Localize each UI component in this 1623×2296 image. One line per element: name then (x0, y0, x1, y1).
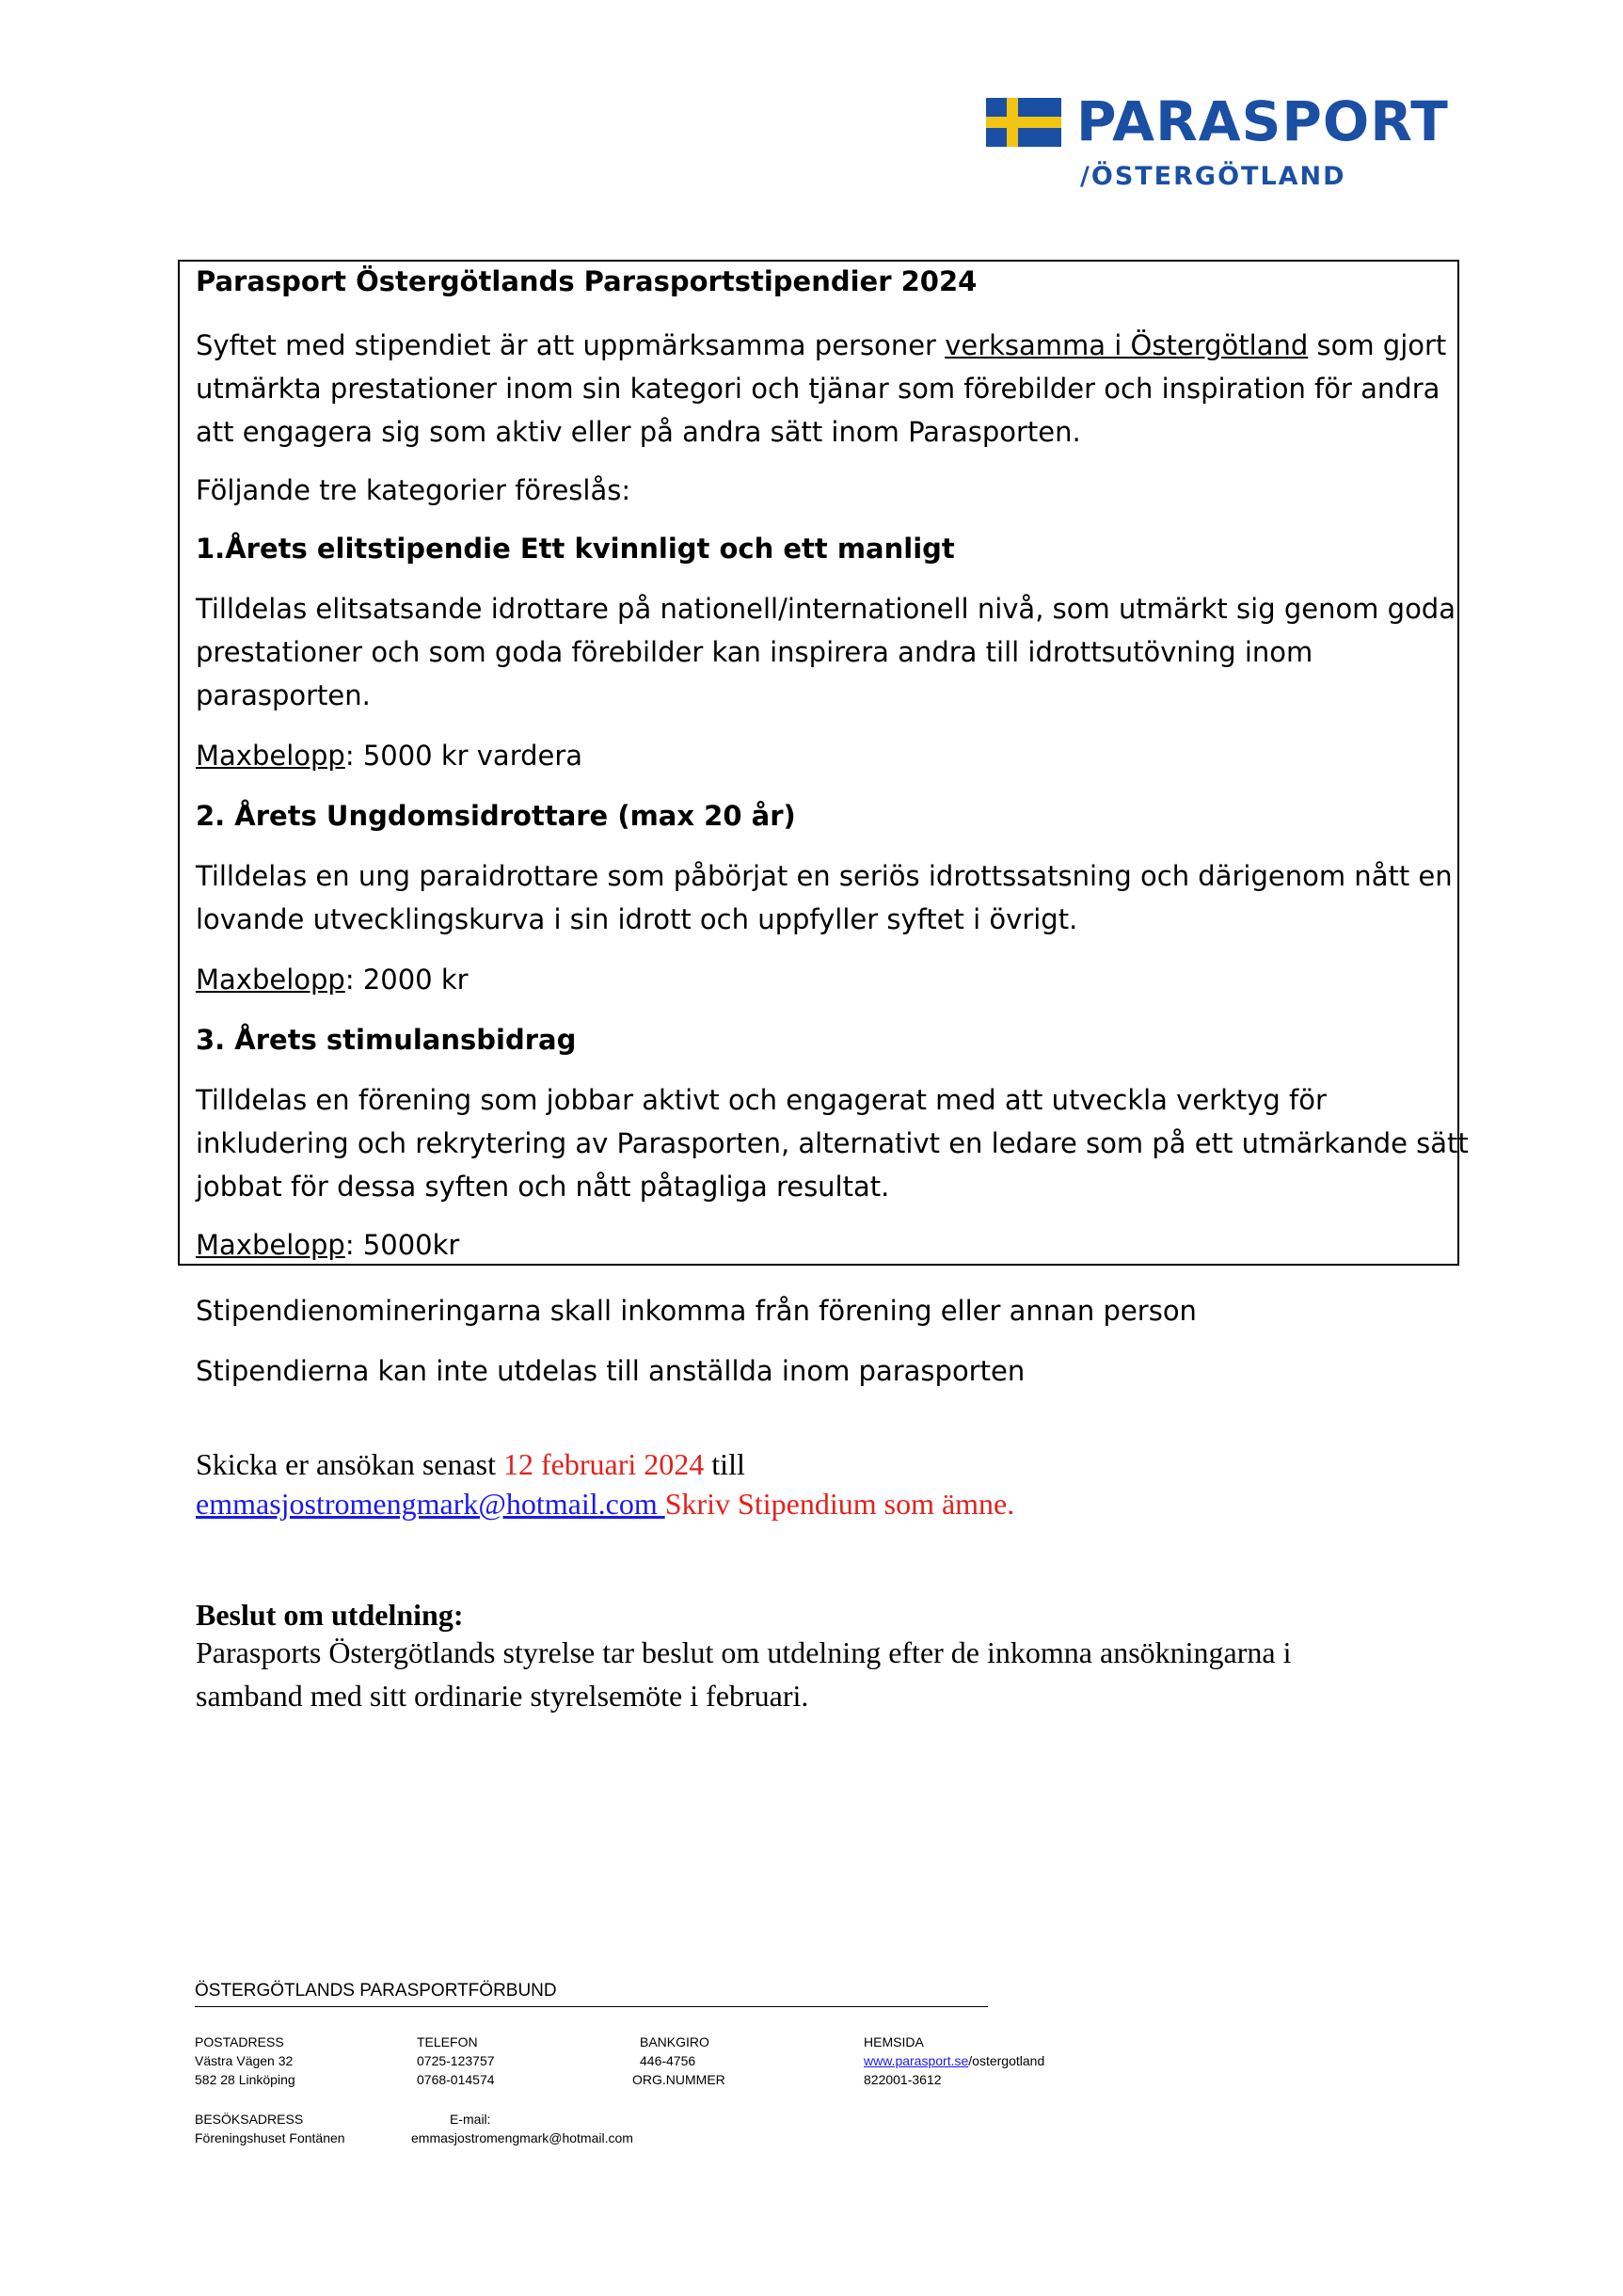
footer-orgnummer-value: 822001-3612 (864, 2072, 942, 2087)
footer-besok-value: Föreningshuset Fontänen (195, 2130, 345, 2145)
box-title: Parasport Östergötlands Parasportstipendier 2024 (196, 265, 978, 297)
cat2-line-1: Tilldelas en ung paraidrottare som påbörjat en seriös idrottssatsning och därigenom nått en (196, 860, 1453, 892)
footer-telefon-label: TELEFON (417, 2034, 478, 2049)
cat1-line-1: Tilldelas elitsatsande idrottare på nationell/internationell nivå, som utmärkt sig genom goda (196, 593, 1456, 625)
logo-subtitle-text: /ÖSTERGÖTLAND (1080, 162, 1346, 191)
decision-line-2: samband med sitt ordinarie styrelsemöte i februari. (196, 1679, 809, 1713)
footer-postadress-label: POSTADRESS (195, 2034, 284, 2049)
footer-postadress-line-1: Västra Vägen 32 (195, 2053, 294, 2068)
footer-email-value: emmasjostromengmark@hotmail.com (411, 2130, 633, 2145)
footer-bankgiro-label: BANKGIRO (640, 2034, 709, 2049)
cat3-line-1: Tilldelas en förening som jobbar aktivt och engagerat med att utveckla verktyg för (196, 1084, 1327, 1116)
footer-email-label: E-mail: (450, 2112, 491, 2127)
footer-postadress-line-2: 582 28 Linköping (195, 2072, 295, 2087)
footer-hemsida-line: www.parasport.se/ostergotland (864, 2053, 1045, 2068)
parasport-logo (986, 89, 1449, 198)
footer-orgnummer-label: ORG.NUMMER (632, 2072, 725, 2087)
intro-line-1: Syftet med stipendiet är att uppmärksamma personer verksamma i Östergötland som gjort (196, 329, 1447, 361)
intro-line-3: att engagera sig som aktiv eller på andra sätt inom Parasporten. (196, 416, 1081, 448)
cat1-line-3: parasporten. (196, 679, 371, 711)
deadline-date: 12 februari 2024 (503, 1447, 705, 1481)
email-link[interactable]: emmasjostromengmark@hotmail.com (196, 1487, 665, 1521)
apply-line-2 (196, 1485, 1014, 1523)
cat1-max: Maxbelopp: 5000 kr vardera (196, 740, 583, 772)
categories-intro: Följande tre kategorier föreslås: (196, 474, 631, 506)
logo-brand-text: PARASPORT (1076, 89, 1449, 153)
footer-org-name: ÖSTERGÖTLANDS PARASPORTFÖRBUND (195, 1981, 557, 2001)
footer-telefon-line-1: 0725-123757 (417, 2053, 495, 2068)
cat3-heading: 3. Årets stimulansbidrag (196, 1024, 577, 1056)
max-label: Maxbelopp (196, 740, 345, 772)
footer-divider (195, 2006, 988, 2007)
decision-line-1: Parasports Östergötlands styrelse tar beslut om utdelning efter de inkomna ansökningarna i (196, 1635, 1292, 1669)
footer-hemsida-label: HEMSIDA (864, 2034, 924, 2049)
max-label: Maxbelopp (196, 1229, 345, 1261)
website-link[interactable]: www.parasport.se (864, 2053, 969, 2068)
cat3-line-3: jobbat för dessa syften och nått påtagliga resultat. (196, 1171, 890, 1203)
note-employees: Stipendierna kan inte utdelas till anställda inom parasporten (196, 1355, 1026, 1387)
apply-line-1: Skicka er ansökan senast 12 februari 2024 till (196, 1447, 745, 1481)
swedish-flag-icon (986, 98, 1061, 147)
cat1-heading: 1.Årets elitstipendie Ett kvinnligt och ett manligt (196, 533, 955, 565)
cat2-max: Maxbelopp: 2000 kr (196, 964, 469, 996)
underlined-region: verksamma i Östergötland (945, 329, 1309, 361)
intro-line-2: utmärkta prestationer inom sin kategori och tjänar som förebilder och inspiration för andra (196, 373, 1440, 405)
note-nominations: Stipendienomineringarna skall inkomma från förening eller annan person (196, 1295, 1197, 1327)
decision-heading: Beslut om utdelning: (196, 1598, 464, 1632)
max-label: Maxbelopp (196, 964, 345, 996)
footer-telefon-line-2: 0768-014574 (417, 2072, 495, 2087)
footer-besok-label: BESÖKSADRESS (195, 2112, 304, 2127)
cat2-line-2: lovande utvecklingskurva i sin idrott och uppfyller syftet i övrigt. (196, 903, 1078, 935)
footer-bankgiro-value: 446-4756 (640, 2053, 696, 2068)
cat1-line-2: prestationer och som goda förebilder kan inspirera andra till idrottsutövning inom (196, 636, 1313, 668)
cat3-line-2: inkludering och rekrytering av Parasporten, alternativt en ledare som på ett utmärkande sätt (196, 1127, 1469, 1159)
cat3-max: Maxbelopp: 5000kr (196, 1229, 460, 1261)
subject-note: Skriv Stipendium som ämne. (664, 1487, 1015, 1521)
cat2-heading: 2. Årets Ungdomsidrottare (max 20 år) (196, 800, 796, 832)
